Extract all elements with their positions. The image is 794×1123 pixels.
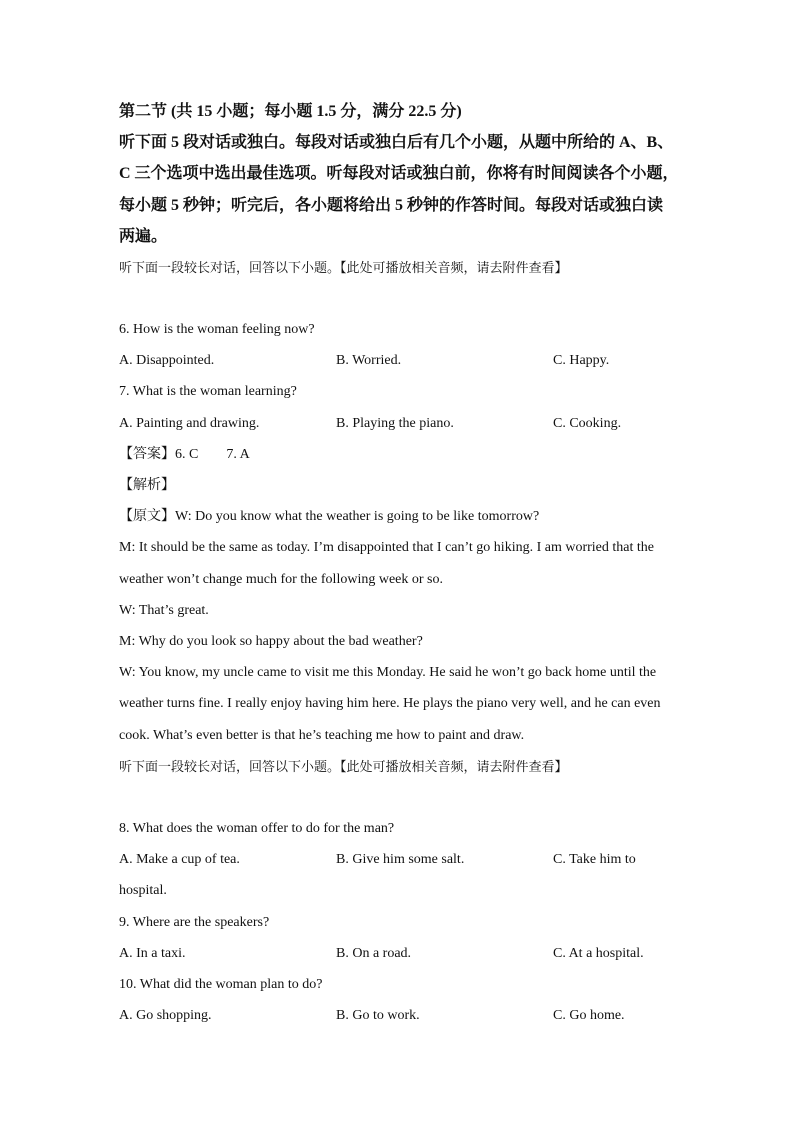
question-7: 7. What is the woman learning?	[119, 384, 297, 399]
option-c: C. Take him to	[553, 852, 636, 867]
transcript-line-1: 【原文】W: Do you know what the weather is going to be like tomorrow?	[119, 509, 540, 524]
analysis-label: 【解析】	[119, 478, 175, 493]
answer-6: 6. C	[175, 447, 199, 462]
option-a: A. Make a cup of tea.	[119, 852, 240, 867]
question-6: 6. How is the woman feeling now?	[119, 322, 315, 337]
option-b: B. Give him some salt.	[336, 852, 465, 867]
option-c: C. Go home.	[553, 1008, 625, 1023]
audio-note: 听下面一段较长对话，回答以下小题。【此处可播放相关音频，请去附件查看】	[119, 260, 568, 275]
answer-7: 7. A	[226, 447, 250, 462]
transcript-line-6: W: You know, my uncle came to visit me this Monday. He said he won’t go back home until the	[119, 665, 657, 680]
question-9-options	[0, 945, 794, 963]
option-c: C. Cooking.	[553, 416, 622, 431]
option-b: B. Go to work.	[336, 1008, 420, 1023]
answer-label: 【答案】	[119, 447, 175, 462]
transcript-line-2: M: It should be the same as today. I’m disappointed that I can’t go hiking. I am worried that the	[119, 540, 654, 555]
transcript-line-4: W: That’s great.	[119, 603, 209, 618]
transcript-line-8: cook. What’s even better is that he’s teaching me how to paint and draw.	[119, 728, 525, 743]
option-a: A. Disappointed.	[119, 353, 215, 368]
question-10-options	[0, 1007, 794, 1025]
transcript-line-3: weather won’t change much for the following week or so.	[119, 572, 443, 587]
question-9: 9. Where are the speakers?	[119, 915, 270, 930]
instruction-line-2: C 三个选项中选出最佳选项。听每段对话或独白前，你将有时间阅读各个小题，	[119, 165, 679, 182]
option-b: B. On a road.	[336, 946, 412, 961]
option-c: C. At a hospital.	[553, 946, 644, 961]
question-7-options	[0, 415, 794, 433]
question-10: 10. What did the woman plan to do?	[119, 977, 323, 992]
transcript-line-5: M: Why do you look so happy about the bad weather?	[119, 634, 423, 649]
instruction-line-1: 听下面 5 段对话或独白。每段对话或独白后有几个小题，从题中所给的 A、B、	[119, 134, 674, 151]
transcript-line-7: weather turns fine. I really enjoy having him here. He plays the piano very well, and he can even	[119, 696, 661, 711]
question-8: 8. What does the woman offer to do for the man?	[119, 821, 395, 836]
answer-line	[119, 446, 250, 464]
option-a: A. Painting and drawing.	[119, 416, 260, 431]
section-heading: 第二节 (共 15 小题；每小题 1.5 分，满分 22.5 分)	[119, 103, 462, 120]
question-8-options	[0, 851, 794, 869]
question-6-options	[0, 352, 794, 370]
audio-note: 听下面一段较长对话，回答以下小题。【此处可播放相关音频，请去附件查看】	[119, 759, 568, 774]
option-b: B. Playing the piano.	[336, 416, 454, 431]
option-c: C. Happy.	[553, 353, 610, 368]
option-b: B. Worried.	[336, 353, 402, 368]
instruction-line-4: 两遍。	[119, 228, 168, 245]
option-a: A. In a taxi.	[119, 946, 186, 961]
option-a: A. Go shopping.	[119, 1008, 212, 1023]
option-c-continuation: hospital.	[119, 883, 167, 898]
instruction-line-3: 每小题 5 秒钟；听完后，各小题将给出 5 秒钟的作答时间。每段对话或独白读	[119, 197, 664, 214]
